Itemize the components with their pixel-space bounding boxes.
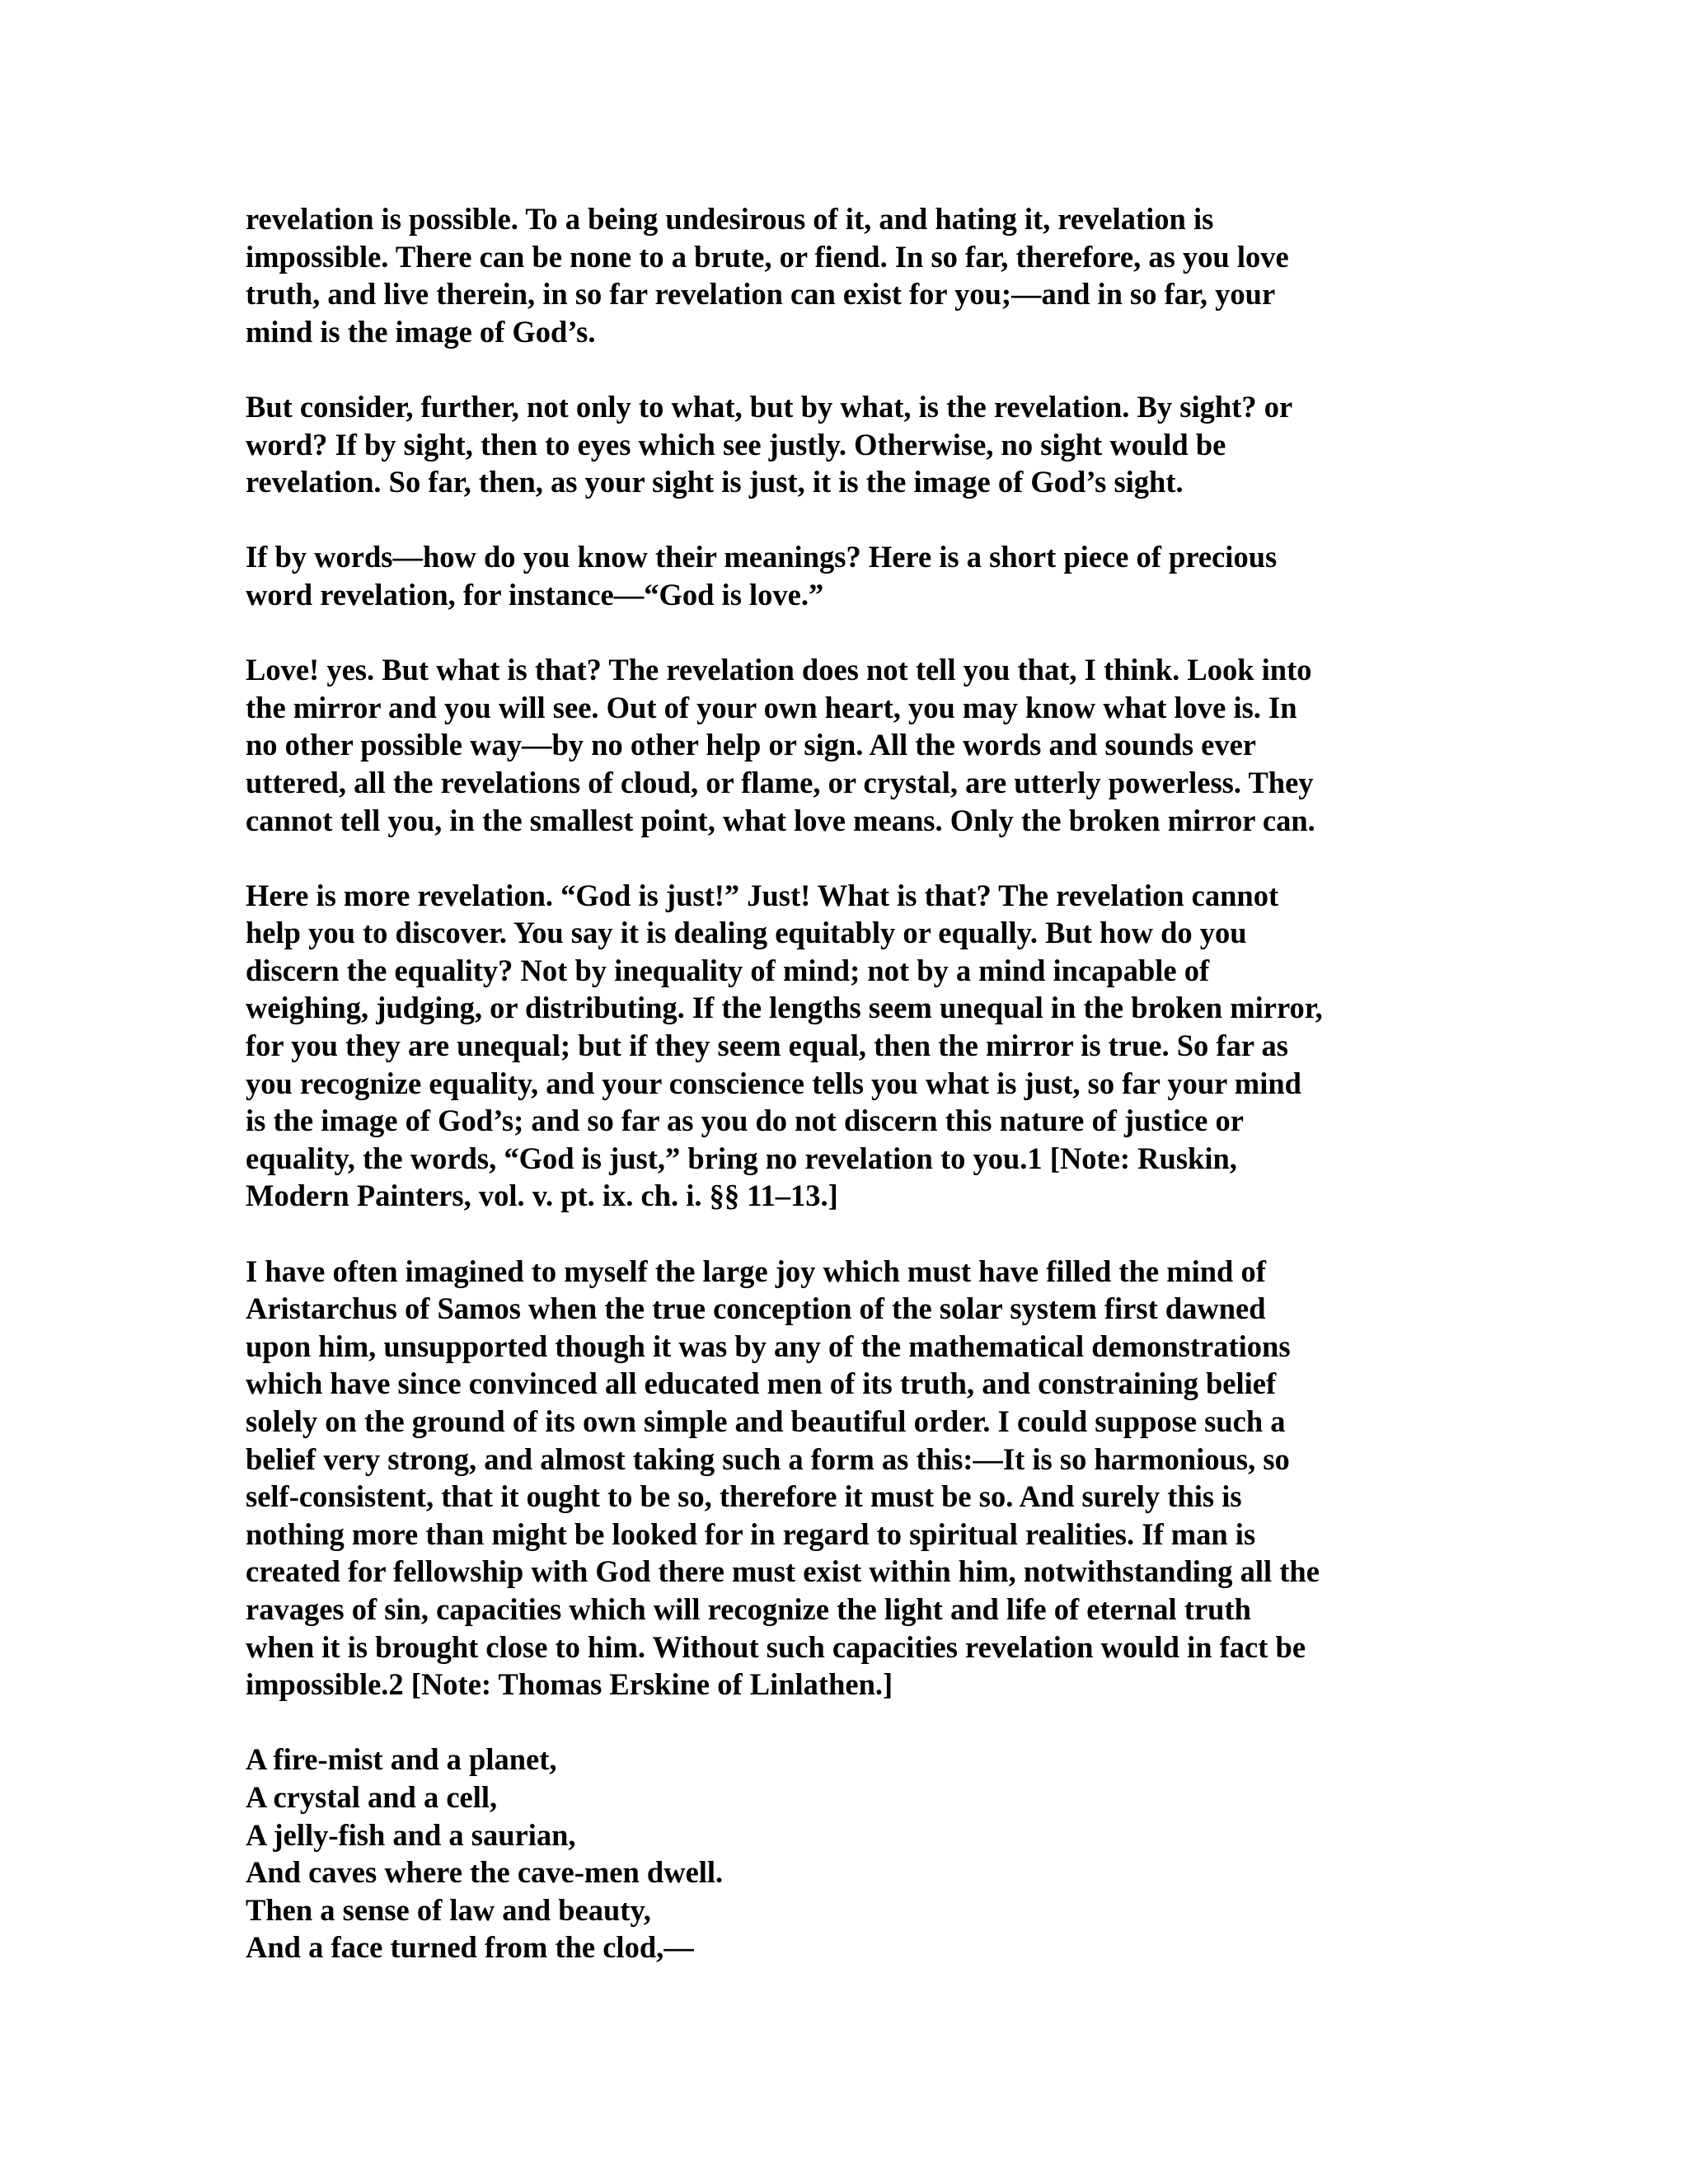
text-line: discern the equality? Not by inequality of mind; not by a mind incapable of xyxy=(246,953,1210,987)
verse-line: And caves where the cave-men dwell. xyxy=(246,1855,724,1890)
text-line: is the image of God’s; and so far as you do not discern this nature of justice or xyxy=(246,1104,1244,1138)
text-line: mind is the image of God’s. xyxy=(246,314,596,349)
text-line: help you to discover. You say it is dealing equitably or equally. But how do you xyxy=(246,916,1247,950)
text-line: impossible. There can be none to a brute, or fiend. In so far, therefore, as you love xyxy=(246,239,1289,274)
text-line: truth, and live therein, in so far revelation can exist for you;—and in so far, your xyxy=(246,277,1276,312)
paragraph-consider-further xyxy=(246,388,1449,501)
text-line: when it is brought close to him. Without such capacities revelation would in fact be xyxy=(246,1629,1306,1664)
paragraph-aristarchus xyxy=(246,1253,1449,1704)
text-line: no other possible way—by no other help or sign. All the words and sounds ever xyxy=(246,728,1256,762)
text-line: solely on the ground of its own simple and beautiful order. I could suppose such a xyxy=(246,1404,1286,1438)
text-line: Love! yes. But what is that? The revelation does not tell you that, I think. Look into xyxy=(246,653,1312,687)
verse-line: Then a sense of law and beauty, xyxy=(246,1892,651,1927)
text-line: the mirror and you will see. Out of your own heart, you may know what love is. In xyxy=(246,690,1297,724)
text-line: weighing, judging, or distributing. If the lengths seem unequal in the broken mirror, xyxy=(246,991,1323,1025)
poem-verse xyxy=(246,1741,1449,1966)
text-line: cannot tell you, in the smallest point, what love means. Only the broken mirror can. xyxy=(246,803,1315,837)
text-line: which have since convinced all educated men of its truth, and constraining belief xyxy=(246,1366,1277,1401)
text-line: word? If by sight, then to eyes which see justly. Otherwise, no sight would be xyxy=(246,427,1226,462)
paragraph-love-yes xyxy=(246,651,1449,839)
text-line: Modern Painters, vol. v. pt. ix. ch. i. §§ 11–13.] xyxy=(246,1179,838,1213)
verse-line: A crystal and a cell, xyxy=(246,1779,498,1814)
verse-line: A jelly-fish and a saurian, xyxy=(246,1817,576,1852)
text-line: But consider, further, not only to what, but by what, is the revelation. By sight? or xyxy=(246,389,1293,424)
paragraph-if-by-words xyxy=(246,538,1449,613)
text-line: upon him, unsupported though it was by any of the mathematical demonstrations xyxy=(246,1329,1291,1363)
text-line: belief very strong, and almost taking such a form as this:—It is so harmonious, so xyxy=(246,1441,1290,1476)
text-line: uttered, all the revelations of cloud, or flame, or crystal, are utterly powerless. They xyxy=(246,765,1314,799)
text-line: impossible.2 [Note: Thomas Erskine of Linlathen.] xyxy=(246,1667,893,1702)
text-line: I have often imagined to myself the large joy which must have filled the mind of xyxy=(246,1254,1266,1288)
text-line: Aristarchus of Samos when the true conception of the solar system first dawned xyxy=(246,1291,1266,1326)
text-line: equality, the words, “God is just,” bring no revelation to you.1 [Note: Ruskin, xyxy=(246,1141,1237,1175)
paragraph-revelation-possible xyxy=(246,200,1449,350)
text-line: you recognize equality, and your conscience tells you what is just, so far your mind xyxy=(246,1066,1301,1100)
text-line: self-consistent, that it ought to be so, therefore it must be so. And surely this is xyxy=(246,1479,1242,1514)
document-page xyxy=(246,200,1449,1966)
text-line: for you they are unequal; but if they seem equal, then the mirror is true. So far as xyxy=(246,1029,1288,1063)
text-line: revelation is possible. To a being undesirous of it, and hating it, revelation is xyxy=(246,202,1214,236)
verse-line: And a face turned from the clod,— xyxy=(246,1930,694,1965)
text-line: created for fellowship with God there must exist within him, notwithstanding all the xyxy=(246,1554,1320,1589)
text-line: nothing more than might be looked for in regard to spiritual realities. If man is xyxy=(246,1516,1256,1551)
text-line: Here is more revelation. “God is just!” Just! What is that? The revelation cannot xyxy=(246,878,1279,912)
text-line: If by words—how do you know their meanings? Here is a short piece of precious xyxy=(246,540,1278,574)
paragraph-god-is-just xyxy=(246,877,1449,1215)
text-line: ravages of sin, capacities which will recognize the light and life of eternal truth xyxy=(246,1591,1251,1626)
text-line: revelation. So far, then, as your sight is just, it is the image of God’s sight. xyxy=(246,465,1184,499)
verse-line: A fire-mist and a planet, xyxy=(246,1742,557,1777)
text-line: word revelation, for instance—“God is love.” xyxy=(246,577,824,612)
